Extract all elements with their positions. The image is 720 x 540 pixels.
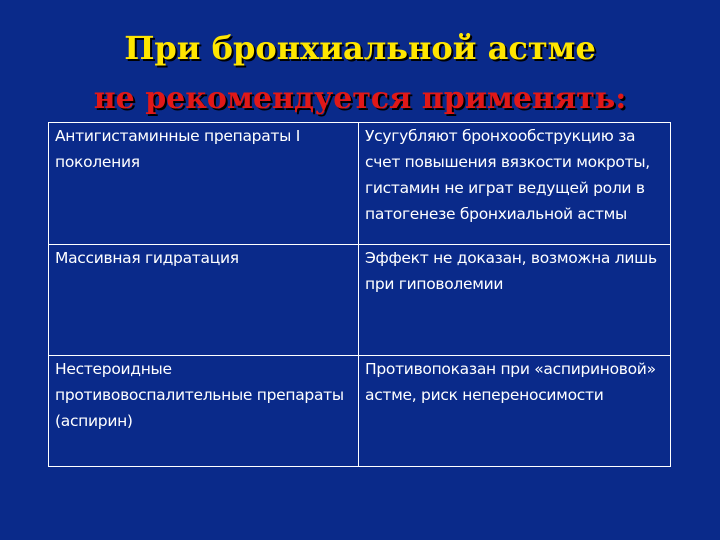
table-row — [49, 123, 671, 245]
reason-cell: Усугубляют бронхообструкцию за счет повышения вязкости мокроты, гистамин не играт ведущей роли в патогенезе бронхиальной астмы — [359, 123, 671, 245]
reason-cell: Противопоказан при «аспириновой» астме, риск непереносимости — [359, 356, 671, 467]
slide-title: При бронхиальной астме — [124, 29, 596, 67]
contraindications-table — [48, 122, 671, 467]
drug-cell: Нестероидные противовоспалительные препараты (аспирин) — [49, 356, 359, 467]
table-row — [49, 356, 671, 467]
table-row — [49, 245, 671, 356]
reason-cell: Эффект не доказан, возможна лишь при гиповолемии — [359, 245, 671, 356]
drug-cell: Антигистаминные препараты I поколения — [49, 123, 359, 245]
slide-subtitle: не рекомендуется применять: — [93, 81, 627, 116]
drug-cell: Массивная гидратация — [49, 245, 359, 356]
